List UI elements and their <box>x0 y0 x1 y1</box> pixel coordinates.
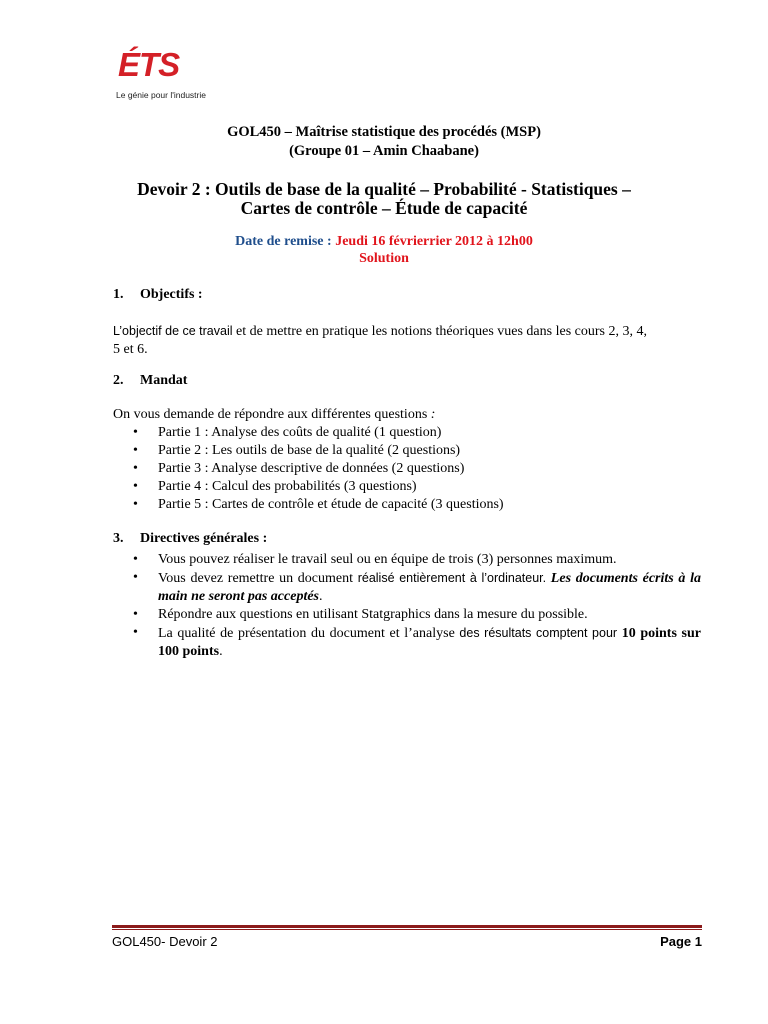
list-item-text: Partie 1 : Analyse des coûts de qualité (1 question) <box>158 425 442 440</box>
list-item <box>133 551 701 569</box>
list-item <box>133 624 701 661</box>
group-line: (Groupe 01 – Amin Chaabane) <box>289 143 479 159</box>
section-directives-heading <box>113 531 267 547</box>
list-item <box>133 424 701 442</box>
mandat-intro-colon: : <box>430 407 436 422</box>
footer-rule <box>112 925 702 928</box>
list-item-text: Vous devez remettre un document <box>158 571 358 586</box>
mandat-intro <box>113 406 701 424</box>
mandat-list <box>133 424 701 514</box>
solution-label: Solution <box>359 251 409 266</box>
logo-tagline: Le génie pour l'industrie <box>116 90 206 100</box>
assignment-title-line2: Cartes de contrôle – Étude de capacité <box>240 198 528 218</box>
footer-doc-name: GOL450- Devoir 2 <box>112 934 218 949</box>
objectifs-text-b: et de mettre en pratique les notions théoriques vues dans les cours 2, 3, 4, <box>232 324 647 339</box>
list-item-text-end: . <box>219 644 223 659</box>
due-date-label: Date de remise : <box>235 234 336 249</box>
list-item <box>133 442 701 460</box>
bullet-icon: • <box>133 461 138 476</box>
bullet-icon: • <box>133 625 138 640</box>
footer-rule-thin <box>112 929 702 930</box>
footer-page-number: Page 1 <box>660 934 702 949</box>
ets-logo <box>108 46 218 106</box>
list-item-text: Vous pouvez réaliser le travail seul ou en équipe de trois (3) personnes maximum. <box>158 552 617 567</box>
bullet-icon: • <box>133 425 138 440</box>
objectifs-text-c: 5 et 6. <box>113 342 148 357</box>
assignment-title-line1: Devoir 2 : Outils de base de la qualité – Probabilité - Statistiques – <box>137 179 631 199</box>
bullet-icon: • <box>133 607 138 622</box>
list-item-text: Partie 5 : Cartes de contrôle et étude de capacité (3 questions) <box>158 497 504 512</box>
objectifs-paragraph <box>113 322 701 359</box>
section-title: Directives générales : <box>140 531 268 546</box>
list-item <box>133 478 701 496</box>
section-objectifs-heading <box>113 287 203 303</box>
list-item-text: Partie 3 : Analyse descriptive de données (2 questions) <box>158 461 465 476</box>
course-title: GOL450 – Maîtrise statistique des procédés (MSP) <box>227 124 541 140</box>
list-item-text-sans: des résultats comptent pour <box>459 626 622 640</box>
list-item-emphasis: 10 points sur 100 points <box>158 626 701 659</box>
section-number: 1. <box>113 287 124 302</box>
due-date <box>0 234 768 250</box>
logo-wordmark: ÉTS <box>118 46 180 83</box>
list-item-text: Partie 2 : Les outils de base de la qualité (2 questions) <box>158 443 461 458</box>
section-number: 2. <box>113 373 124 388</box>
due-date-value: Jeudi 16 févrierrier 2012 à 12h00 <box>335 234 533 249</box>
section-mandat-heading <box>113 373 187 389</box>
directives-list <box>133 551 701 661</box>
section-number: 3. <box>113 531 124 546</box>
list-item <box>133 569 701 606</box>
list-item-text-sans: réalisé entièrement à l’ordinateur. <box>357 571 547 585</box>
bullet-icon: • <box>133 570 138 585</box>
list-item-text: La qualité de présentation du document et l’analyse <box>158 626 460 641</box>
list-item-text-end: . <box>319 589 323 604</box>
bullet-icon: • <box>133 552 138 567</box>
objectifs-text-a: L’objectif de ce travail <box>113 324 233 338</box>
list-item <box>133 460 701 478</box>
list-item-text: Répondre aux questions en utilisant Statgraphics dans la mesure du possible. <box>158 607 588 622</box>
list-item-emphasis: Les documents écrits à la main ne seront pas acceptés <box>158 571 701 604</box>
mandat-intro-text: On vous demande de répondre aux différentes questions <box>113 407 431 422</box>
bullet-icon: • <box>133 479 138 494</box>
list-item <box>133 606 701 624</box>
list-item <box>133 496 701 514</box>
list-item-text: Partie 4 : Calcul des probabilités (3 questions) <box>158 479 417 494</box>
section-title: Objectifs : <box>140 287 203 302</box>
bullet-icon: • <box>133 497 138 512</box>
section-title: Mandat <box>140 373 188 388</box>
bullet-icon: • <box>133 443 138 458</box>
